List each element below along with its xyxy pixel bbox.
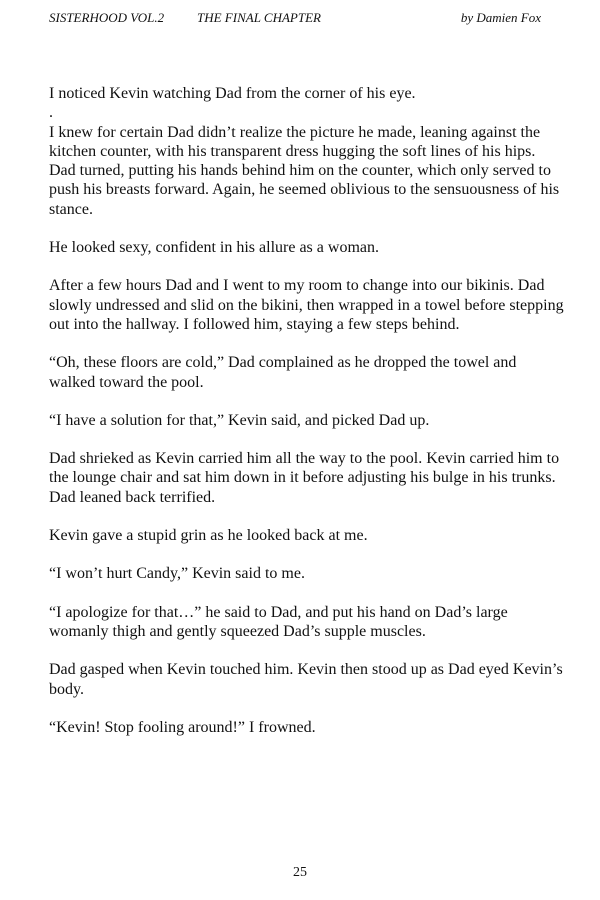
body-text [49, 84, 565, 756]
paragraph: “Kevin! Stop fooling around!” I frowned. [49, 718, 316, 736]
paragraph: He looked sexy, confident in his allure as a woman. [49, 239, 379, 257]
header-series-title: SISTERHOOD VOL.2 [49, 10, 165, 25]
running-header [49, 9, 541, 27]
paragraph: I knew for certain Dad didn’t realize the picture he made, leaning against the kitchen counter, with his transparent dress hugging the soft lines of his hips. Dad turned, putting his hands behind him on the counter, which only served to push his breasts forward. Again, he seemed oblivious to the sensuousness of his stance. [49, 123, 560, 218]
paragraph: “I won’t hurt Candy,” Kevin said to me. [49, 565, 305, 583]
header-chapter-title: THE FINAL CHAPTER [197, 10, 321, 25]
paragraph-separator: . [49, 104, 53, 122]
paragraph: Dad shrieked as Kevin carried him all the way to the pool. Kevin carried him to the lounge chair and sat him down in it before adjusting his bulge in his trunks. Dad leaned back terrified. [49, 450, 560, 506]
paragraph: Kevin gave a stupid grin as he looked back at me. [49, 527, 368, 545]
paragraph: I noticed Kevin watching Dad from the corner of his eye. [49, 85, 416, 102]
paragraph: “I have a solution for that,” Kevin said, and picked Dad up. [49, 411, 430, 429]
paragraph: After a few hours Dad and I went to my room to change into our bikinis. Dad slowly undressed and slid on the bikini, then wrapped in a towel before stepping out into the hallway. I followed him, staying a few steps behind. [49, 277, 564, 333]
page-number: 25 [293, 865, 307, 880]
paragraph: Dad gasped when Kevin touched him. Kevin then stood up as Dad eyed Kevin’s body. [49, 661, 563, 698]
paragraph: “Oh, these floors are cold,” Dad complained as he dropped the towel and walked toward the pool. [49, 354, 517, 391]
paragraph: “I apologize for that…” he said to Dad, and put his hand on Dad’s large womanly thigh and gently squeezed Dad’s supple muscles. [49, 603, 508, 640]
header-author: by Damien Fox [460, 10, 541, 25]
